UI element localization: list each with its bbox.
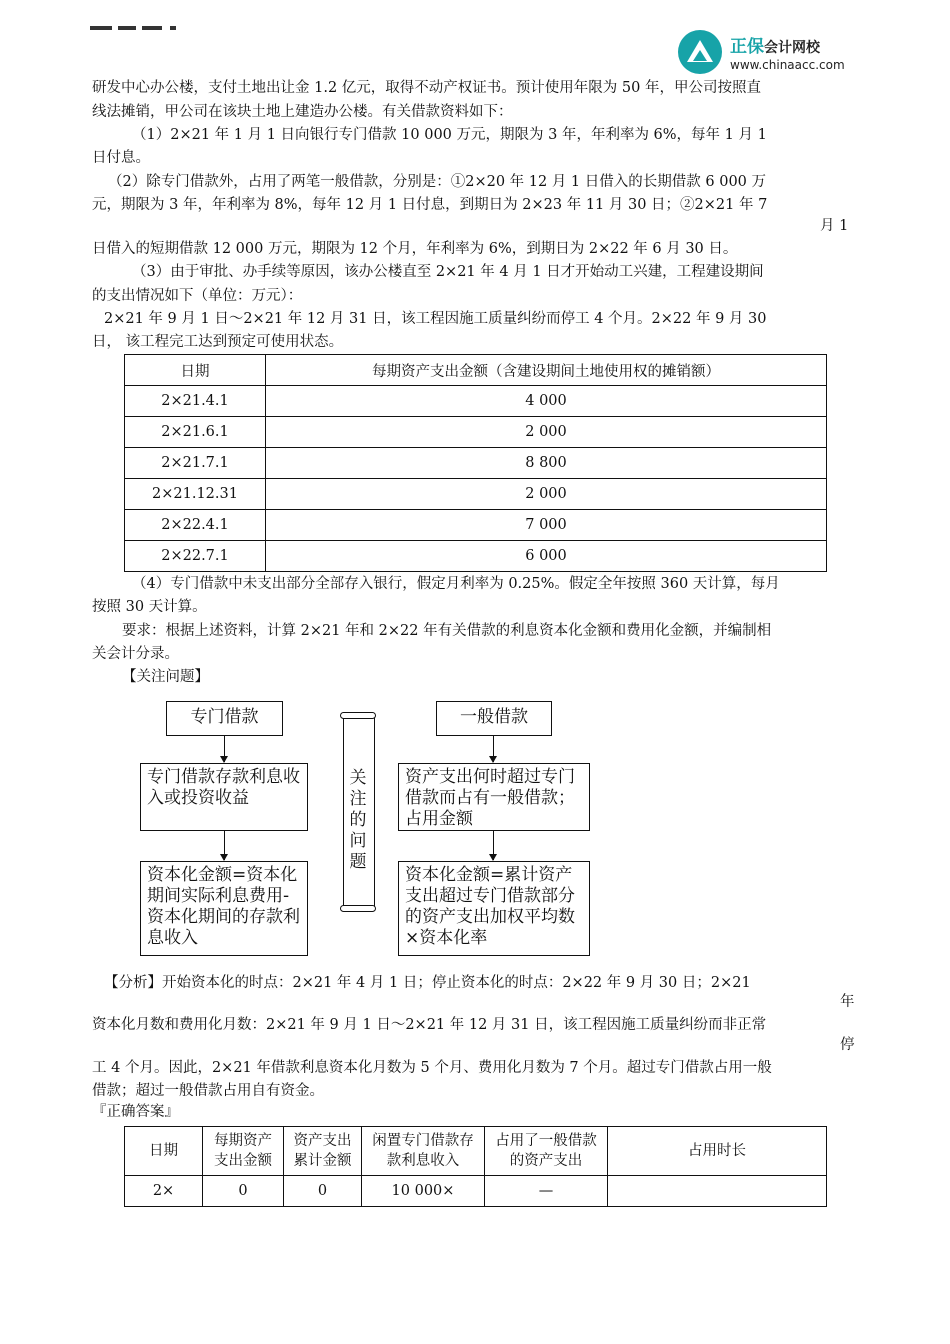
- answer-table: [124, 1126, 827, 1207]
- cropped-header-fragment: [90, 26, 190, 36]
- table-cell: 2×21.6.1: [125, 417, 266, 448]
- table-header-cell: [362, 1127, 485, 1176]
- para-3-line-2: 的支出情况如下（单位：万元）：: [92, 288, 303, 304]
- focus-scroll: [340, 712, 376, 912]
- analysis-line-1: 【分析】开始资本化的时点：2×21 年 4 月 1 日；停止资本化的时点：2×22 年 9 月 30 日；2×21: [104, 975, 751, 991]
- table-row: [125, 448, 827, 479]
- logo-emblem-icon: [678, 30, 722, 74]
- arrow-down-icon: [224, 831, 225, 860]
- para-3-line-1: （3）由于审批、办手续等原因，该办公楼直至 2×21 年 4 月 1 日才开始动工兴建，工程建设期间: [132, 264, 764, 280]
- table-cell: 4 000: [266, 386, 827, 417]
- logo-brand-sub: 会计网校: [764, 40, 820, 56]
- table-header-cell: [203, 1127, 284, 1176]
- para-0-line-2: 线法摊销，甲公司在该块土地上建造办公楼。有关借款资料如下：: [92, 104, 513, 120]
- table-row: [125, 1176, 827, 1207]
- para-2-line-1: （2）除专门借款外，占用了两笔一般借款，分别是：①2×20 年 12 月 1 日借入的长期借款 6 000 万: [108, 174, 766, 190]
- table-header-row: [125, 355, 827, 386]
- general-loan-formula-box: 资本化金额=累计资产支出超过专门借款部分的资产支出加权平均数×资本化率: [398, 861, 590, 956]
- header-text: 每期资产支出金额: [214, 1133, 272, 1169]
- special-loan-formula-box: 资本化金额=资本化期间实际利息费用-资本化期间的存款利息收入: [140, 861, 308, 956]
- table-cell: 0: [284, 1176, 362, 1207]
- logo-url: www.chinaacc.com: [730, 58, 845, 72]
- arrow-down-icon: [493, 736, 494, 762]
- table-cell: 7 000: [266, 510, 827, 541]
- expenditure-table: [124, 354, 827, 572]
- table-cell: 2×: [125, 1176, 203, 1207]
- para-4-line-2: 按照 30 天计算。: [92, 599, 207, 615]
- table-header-cell: 占用时长: [608, 1127, 827, 1176]
- table-cell: 0: [203, 1176, 284, 1207]
- special-loan-income-box: 专门借款存款利息收入或投资收益: [140, 763, 308, 831]
- table-row: [125, 386, 827, 417]
- table-cell: —: [485, 1176, 608, 1207]
- focus-heading: 【关注问题】: [122, 669, 209, 685]
- table-cell: 2×22.4.1: [125, 510, 266, 541]
- para-2-line-4: 日借入的短期借款 12 000 万元，期限为 12 个月，年利率为 6%，到期日为 2×22 年 6 月 30 日。: [92, 241, 738, 257]
- arrow-down-icon: [224, 736, 225, 762]
- requirement-line-1: 要求：根据上述资料，计算 2×21 年和 2×22 年有关借款的利息资本化金额和费用化金额，并编制相: [122, 623, 772, 639]
- table-header-row: [125, 1127, 827, 1176]
- focus-scroll-label: 关注的问题: [349, 768, 367, 872]
- header-text: 闲置专门借款存款利息收入: [372, 1133, 474, 1169]
- analysis-line-4: 借款；超过一般借款占用自有资金。: [92, 1083, 324, 1099]
- header-text: 资产支出累计金额: [293, 1133, 352, 1169]
- brand-logo: [678, 28, 878, 78]
- table-cell: 2×22.7.1: [125, 541, 266, 572]
- answer-heading: 『正确答案』: [92, 1104, 179, 1120]
- table-header-cell: 每期资产支出金额（含建设期间土地使用权的摊销额）: [266, 355, 827, 386]
- table-row: [125, 510, 827, 541]
- table-cell: 2 000: [266, 479, 827, 510]
- table-header-cell: [284, 1127, 362, 1176]
- logo-brand: 正保: [730, 37, 764, 57]
- para-0-line-1: 研发中心办公楼，支付土地出让金 1.2 亿元，取得不动产权证书。预计使用年限为 50 年，甲公司按照直: [92, 80, 761, 96]
- table-cell: 2 000: [266, 417, 827, 448]
- table-header-cell: [485, 1127, 608, 1176]
- para-2-line-3: 月 1: [820, 218, 849, 234]
- table-cell: 10 000×: [362, 1176, 485, 1207]
- logo-name: [730, 32, 820, 57]
- requirement-line-2: 关会计分录。: [92, 646, 179, 662]
- table-header-cell: 日期: [125, 1127, 203, 1176]
- para-2-line-2: 元，期限为 3 年，年利率为 8%，每年 12 月 1 日付息，到期日为 2×23 年 11 月 30 日；②2×21 年 7: [92, 197, 768, 213]
- para-3-line-3: 2×21 年 9 月 1 日～2×21 年 12 月 31 日，该工程因施工质量纠纷而停工 4 个月。2×22 年 9 月 30: [104, 311, 767, 327]
- analysis-line-1b: 年: [840, 994, 855, 1010]
- table-header-cell: 日期: [125, 355, 266, 386]
- table-cell: 2×21.12.31: [125, 479, 266, 510]
- general-loan-box: 一般借款: [436, 701, 552, 736]
- para-1-line-1: （1）2×21 年 1 月 1 日向银行专门借款 10 000 万元，期限为 3 年，年利率为 6%，每年 1 月 1: [132, 127, 767, 143]
- table-row: [125, 541, 827, 572]
- table-cell: 8 800: [266, 448, 827, 479]
- para-4-line-1: （4）专门借款中未支出部分全部存入银行，假定月利率为 0.25%。假定全年按照 360 天计算，每月: [132, 576, 780, 592]
- table-cell: 2×21.7.1: [125, 448, 266, 479]
- analysis-line-2b: 停: [840, 1037, 855, 1053]
- analysis-line-3: 工 4 个月。因此，2×21 年借款利息资本化月数为 5 个月、费用化月数为 7 个月。超过专门借款占用一般: [92, 1060, 772, 1076]
- special-loan-box: 专门借款: [166, 701, 283, 736]
- header-text: 占用了一般借款的资产支出: [495, 1133, 597, 1169]
- table-cell: [608, 1176, 827, 1207]
- analysis-line-2: 资本化月数和费用化月数：2×21 年 9 月 1 日～2×21 年 12 月 31 日，该工程因施工质量纠纷而非正常: [92, 1017, 767, 1033]
- table-row: [125, 417, 827, 448]
- table-row: [125, 479, 827, 510]
- table-cell: 2×21.4.1: [125, 386, 266, 417]
- arrow-down-icon: [493, 831, 494, 860]
- table-cell: 6 000: [266, 541, 827, 572]
- general-loan-usage-box: 资产支出何时超过专门借款而占有一般借款；占用金额: [398, 763, 590, 831]
- para-1-line-2: 日付息。: [92, 150, 150, 166]
- para-3-line-4: 日， 该工程完工达到预定可使用状态。: [92, 334, 344, 350]
